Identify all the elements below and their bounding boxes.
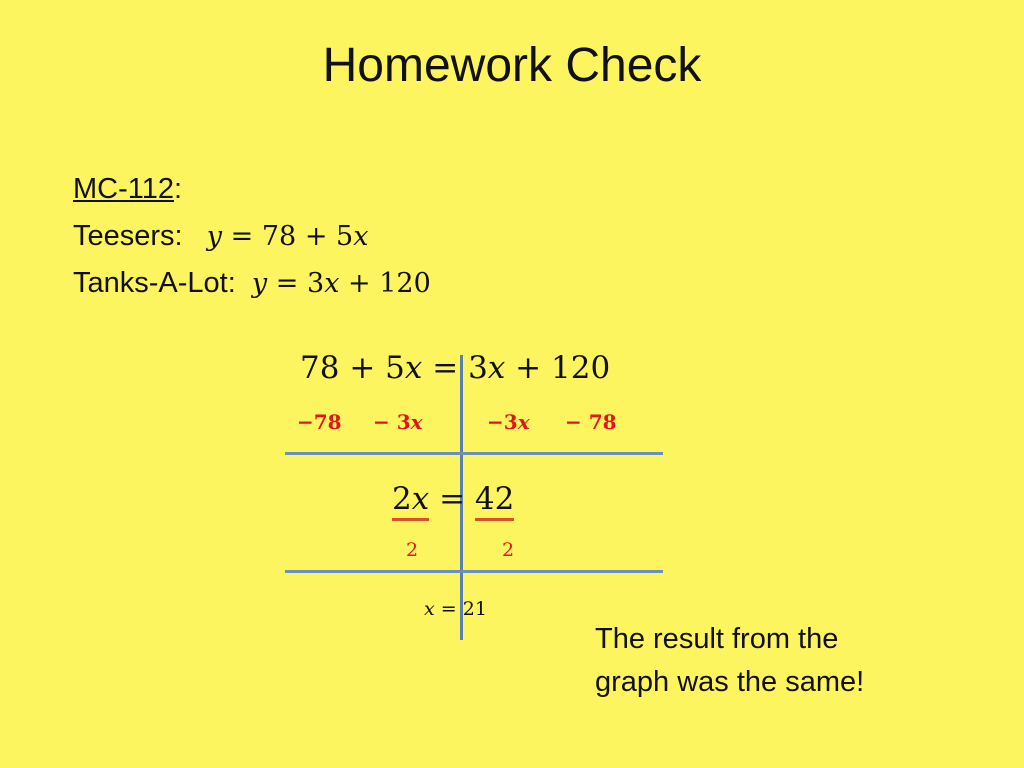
eq-var: y [206, 221, 223, 252]
eq-var: x [404, 350, 423, 386]
divisor-left: 2 [406, 539, 419, 561]
eq-op: + [515, 350, 542, 386]
eq-var: x [353, 221, 369, 252]
solution-result [424, 598, 487, 620]
eq-term: 21 [462, 598, 487, 620]
eq-op: + [304, 221, 328, 252]
eq-var: x [411, 481, 430, 517]
note-line-1: The result from the [595, 623, 839, 655]
eq-term: 78 [300, 350, 340, 386]
main-equation [300, 350, 610, 386]
eq-coef: 2 [392, 481, 412, 517]
note-line-2: graph was the same! [595, 666, 865, 698]
divisor-right: 2 [502, 539, 515, 561]
eq-coef: 3 [468, 350, 488, 386]
eq-var: y [251, 268, 268, 299]
eq-term: 120 [551, 350, 611, 386]
step-var: x [410, 410, 423, 434]
eq-sign: = [432, 350, 459, 386]
eq-sign: = [440, 598, 457, 620]
horizontal-guide-line-2 [285, 570, 663, 573]
horizontal-guide-line-1 [285, 452, 663, 455]
conclusion-note [595, 618, 864, 704]
eq-op: + [348, 268, 371, 299]
eq-var: x [487, 350, 506, 386]
problem-colon: : [174, 173, 183, 205]
underlined-term-left [392, 481, 429, 521]
eq-coef: 5 [336, 221, 354, 252]
underlined-term-right: 42 [475, 481, 514, 521]
step-right-subtract-3x [487, 410, 530, 434]
eq-term: 78 [261, 221, 297, 252]
teesers-label: Teesers: [73, 220, 183, 252]
eq-term: 120 [379, 268, 431, 299]
eq-var: x [324, 268, 340, 299]
eq-var: x [424, 598, 435, 620]
problem-label: MC-112 [73, 173, 174, 205]
step-left-subtract-78: −78 [297, 410, 342, 434]
tanks-label: Tanks-A-Lot: [73, 267, 236, 299]
eq-op: + [349, 350, 376, 386]
step-text: − 3 [373, 410, 411, 434]
eq-sign: = [275, 268, 299, 299]
eq-sign: = [439, 481, 466, 517]
slide-title: Homework Check [322, 39, 702, 92]
step-text: −3 [487, 410, 518, 434]
simplified-equation [392, 481, 514, 521]
eq-coef: 5 [385, 350, 405, 386]
step-right-subtract-78: − 78 [565, 410, 617, 434]
step-var: x [517, 410, 530, 434]
step-left-subtract-3x [373, 410, 423, 434]
eq-sign: = [230, 221, 254, 252]
eq-coef: 3 [307, 268, 325, 299]
